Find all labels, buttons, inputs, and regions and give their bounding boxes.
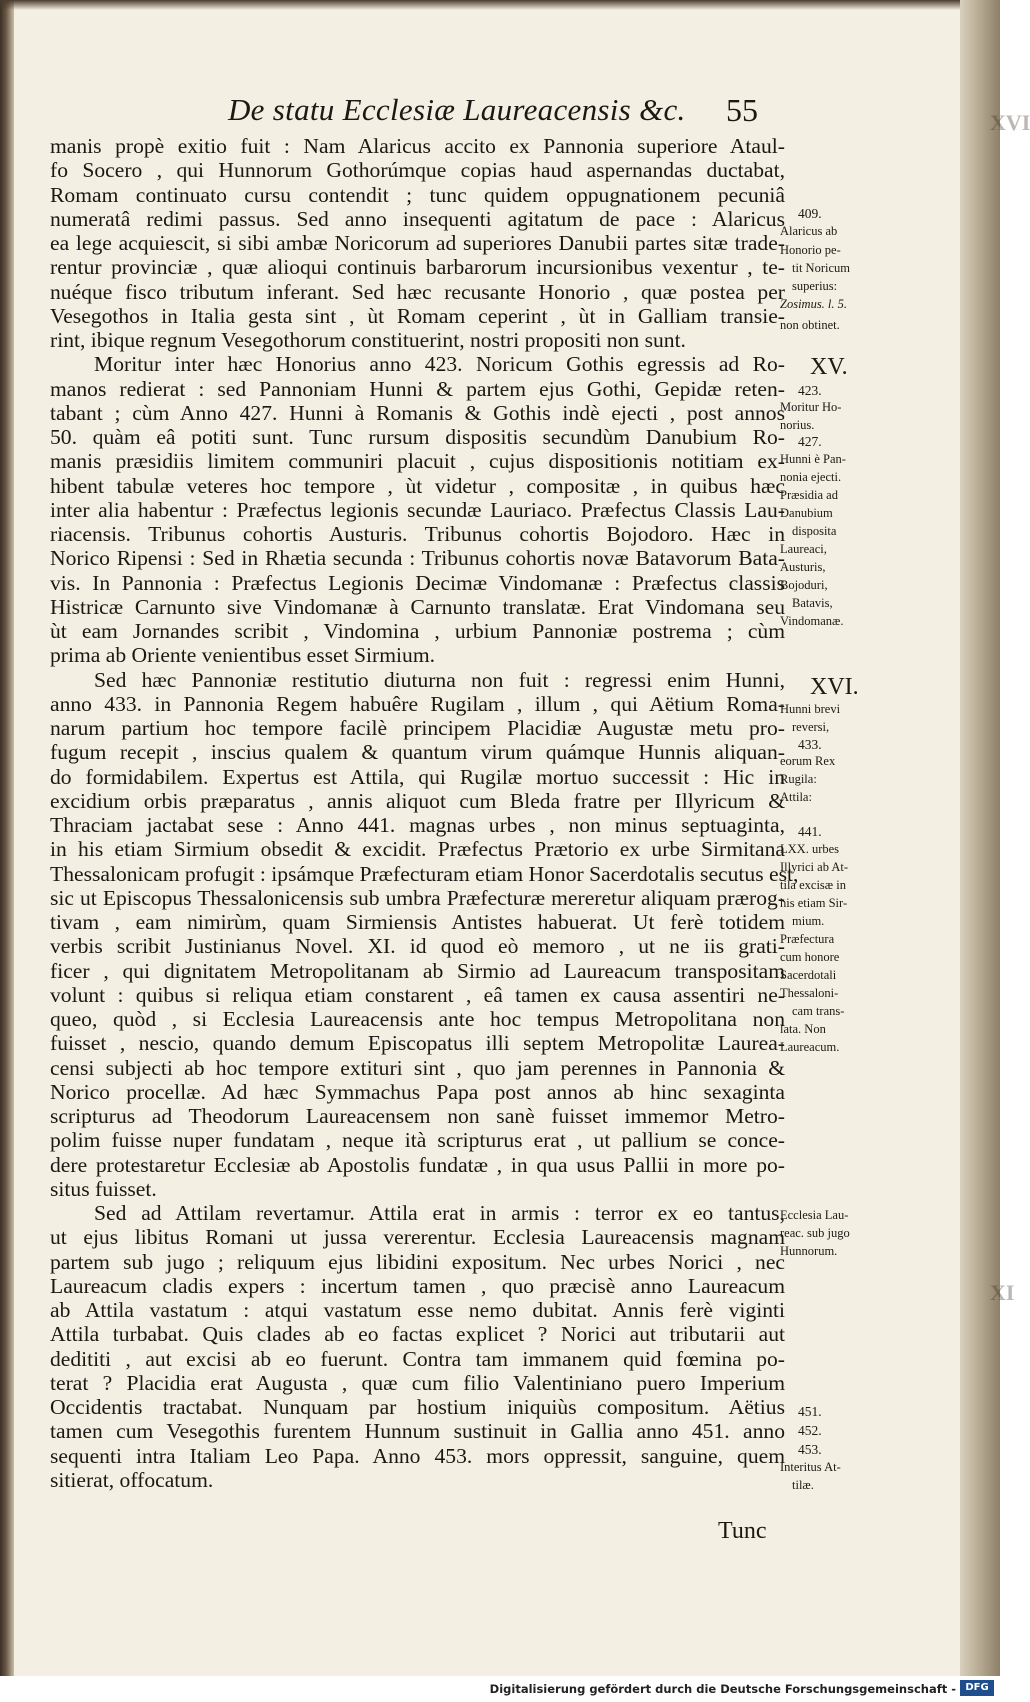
text-line: sequenti intra Italiam Leo Papa. Anno 453. mors oppressit, sanguine, quem <box>50 1443 785 1468</box>
section-numeral: XV. <box>810 354 848 380</box>
text-line: manis propè exitio fuit : Nam Alaricus accito ex Pannonia superiore Ataul- <box>50 134 785 158</box>
margin-note: Præsidia ad <box>780 488 838 502</box>
margin-note: reversi, <box>792 720 830 734</box>
text-line: polim fuisse nuper fundatam , neque ità scripturus erat , ut pallium se conce- <box>50 1128 785 1153</box>
text-line: excidium orbis præparatus , annis aliquot cum Bleda fratre per Illyricum & <box>50 788 785 813</box>
margin-note: Bojoduri, <box>780 578 828 592</box>
text-line: queo, quòd , si Ecclesia Laureacensis ante hoc tempus Metropolitana non <box>50 1007 785 1031</box>
margin-year: 441. <box>798 824 822 839</box>
text-line: Sed ad Attilam revertamur. Attila erat in armis : terror ex eo tantus, <box>94 1201 785 1225</box>
text-line: tabant ; cùm Anno 427. Hunni à Romanis & Gothis indè ejecti , post annos <box>50 400 785 425</box>
text-line: terat ? Placidia erat Augusta , quæ cum filio Valentiniano puero Imperium <box>50 1370 785 1395</box>
margin-note: Vindomanæ. <box>780 614 844 628</box>
margin-note: eorum Rex <box>780 754 836 768</box>
main-text-block <box>50 134 799 1492</box>
margin-note: tilæ. <box>792 1478 814 1492</box>
text-line: partem sub jugo ; reliquum ejus libidini expositum. Nec urbes Norici , nec <box>50 1249 785 1274</box>
margin-year: 423. <box>798 383 822 398</box>
text-line: numeratâ redimi passus. Sed anno insequenti agitatum de pace : Alaricus <box>50 206 785 231</box>
margin-year: 433. <box>798 737 822 752</box>
margin-note: lata. Non <box>780 1022 826 1036</box>
text-line: Moritur inter hæc Honorius anno 423. Noricum Gothis egressis ad Ro- <box>94 352 785 377</box>
text-line: prima ab Oriente venientibus esset Sirmium. <box>50 643 436 668</box>
text-line: rentur provinciæ , quæ alioqui continuis barbarorum incursionibus vexentur , te- <box>50 255 785 280</box>
margin-note: reac. sub jugo <box>780 1226 850 1240</box>
dfg-logo: DFG <box>960 1680 994 1696</box>
margin-note: Ecclesia Lau- <box>780 1208 849 1222</box>
margin-year: 427. <box>798 434 822 449</box>
text-line: ea lege acquiescit, si sibi ambæ Noricorum ad superiores Danubii partes sitæ trade- <box>50 231 785 255</box>
margin-note: tit Noricum <box>792 261 850 275</box>
text-line: ab Attila vastatum : atqui vastatum esse nemo dubitat. Annis ferè viginti <box>50 1298 785 1322</box>
margin-note: his etiam Sir- <box>780 896 848 910</box>
text-line: censi subjecti ab hoc tempore extituri sint , quo jam perennes in Pannonia & <box>50 1055 785 1080</box>
running-head: De statu Ecclesiæ Laureacensis &c. <box>228 92 686 127</box>
margin-note: Batavis, <box>792 596 833 610</box>
text-line: verbis scribit Justinianus Novel. XI. id quod eò memoro , ut ne iis grati- <box>50 934 785 959</box>
text-line: Laureacum cladis expers : incertum tamen , quo præcisè anno Laureacum <box>50 1273 785 1298</box>
margin-note: superius: <box>792 279 838 293</box>
text-line: situs fuisset. <box>50 1176 157 1201</box>
margin-note: cum honore <box>780 950 840 964</box>
margin-note: Præfectura <box>780 932 835 946</box>
margin-year: 452. <box>798 1423 822 1438</box>
text-line: Norico Ripensi : Sed in Rhætia secunda : Tribunus cohortis novæ Batavorum Bata- <box>50 546 785 571</box>
margin-note: Interitus At- <box>780 1460 841 1474</box>
margin-note: non obtinet. <box>780 318 840 332</box>
text-line: dedititi , aut excisi ab eo fuerunt. Contra tam immanem quid fœmina po- <box>50 1346 785 1371</box>
margin-year: 409. <box>798 206 822 221</box>
text-line: tivam , eam nimirùm, quam Sirmiensis Antistes habuerat. Ut ferè totidem <box>50 910 785 934</box>
margin-note: Alaricus ab <box>780 224 838 238</box>
margin-note: Austuris, <box>780 560 826 574</box>
text-line: Attila turbabat. Quis clades ab eo factas explicet ? Norici aut tributarii aut <box>50 1322 785 1347</box>
margin-note: Rugila: <box>780 772 817 786</box>
margin-note: Thessaloni- <box>780 986 839 1000</box>
page-top-shadow <box>0 0 1000 10</box>
section-numeral: XVI. <box>810 674 859 700</box>
margin-note: LXX. urbes <box>780 842 840 856</box>
margin-note: Hunnorum. <box>780 1244 838 1258</box>
margin-note: Illyrici ab At- <box>780 860 849 874</box>
margin-note: tila excisæ in <box>780 878 846 892</box>
text-line: narum partium hoc tempore facilè principem Placidiæ Augustæ metu pro- <box>50 716 785 740</box>
catchword: Tunc <box>718 1518 767 1544</box>
margin-note: Hunni è Pan- <box>780 452 846 466</box>
margin-note: nonia ejecti. <box>780 470 842 484</box>
text-line: fugum recepit , inscius qualem & quantum virum quámque Hunnis aliquan- <box>50 740 785 765</box>
text-line: manis præsidiis limitem communiri placuit , cujus dispositionis notitiam ex- <box>50 449 785 474</box>
margin-note: Danubium <box>780 506 833 520</box>
text-line: riacensis. Tribunus cohortis Austuris. Tribunus cohortis Bojodoro. Hæc in <box>50 522 785 546</box>
text-line: tamen cum Vesegothis furentem Hunnum sustinuit in Gallia anno 451. anno <box>50 1419 785 1444</box>
text-line: vis. In Pannonia : Præfectus Legionis Decimæ Vindomanæ : Præfectus classis <box>50 570 785 595</box>
margin-note: Laureacum. <box>780 1040 840 1054</box>
text-line: dere protestaretur Ecclesiæ ab Apostolis fundatæ , in qua usus Pallii in more po- <box>50 1152 785 1177</box>
margin-source: Zosimus. l. 5. <box>780 297 848 311</box>
text-line: hibent tabulæ veteres hoc tempore , ùt videtur , compositæ , in quibus hæc <box>50 473 785 498</box>
text-line: nuéque fisco tributum inferant. Sed hæc recusante Honorio , quæ postea per <box>50 279 785 304</box>
text-line: Histricæ Carnunto sive Vindomanæ à Carnunto translatæ. Erat Vindomana seu <box>50 594 785 619</box>
facing-page-ghost-mark: XI <box>990 1280 1015 1305</box>
text-line: sic ut Episcopus Thessalonicensis sub umbra Præfecturæ mereretur aliquam prærog- <box>50 885 785 910</box>
margin-note: Attila: <box>780 790 812 804</box>
text-line: ùt eam Jornandes scribit , Vindomina , urbium Pannoniæ postrema ; cùm <box>50 619 785 643</box>
text-line: Norico procellæ. Ad hæc Symmachus Papa post annos ab hinc sexaginta <box>50 1079 785 1104</box>
text-line: rint, ibique regnum Vesegothorum constituerint, nostri propositi non sunt. <box>50 328 686 352</box>
text-line: in his etiam Sirmium obsedit & excidit. Præfectus Prætorio ex urbe Sirmitana <box>50 837 785 862</box>
text-line: Vesegothos in Italia gesta sint , ùt Romam ceperint , ùt in Galliam transie- <box>50 303 785 328</box>
text-line: fo Socero , qui Hunnorum Gothorúmque copias haud aspernandas ductabat, <box>50 158 785 183</box>
facing-page-edge <box>960 0 1030 1676</box>
text-line: volunt : quibus si reliqua etiam constarent , eâ tamen ex causa assentiri ne- <box>50 982 785 1007</box>
text-line: ficer , qui dignitatem Metropolitanam ab Sirmio ad Laureacum transpositam <box>50 958 785 983</box>
text-line: 50. quàm eâ potiti sunt. Tunc rursum dispositis secundùm Danubium Ro- <box>50 425 785 449</box>
text-line: scripturus ad Theodorum Laureacensem non sanè fuisset immemor Metro- <box>50 1104 785 1128</box>
book-gutter <box>0 0 14 1676</box>
text-line: anno 433. in Pannonia Regem habuêre Rugilam , illum , qui Aëtium Roma- <box>50 691 785 716</box>
text-line: Occidentis tractabat. Nunquam par hostium iniquiùs compositum. Aëtius <box>50 1395 785 1419</box>
text-line: Thessalonicam profugit : ipsámque Præfecturam etiam Honor Sacerdotalis secutus est, <box>50 861 799 886</box>
text-line: Sed hæc Pannoniæ restitutio diuturna non fuit : regressi enim Hunni, <box>94 667 785 692</box>
facing-page-ghost-mark: XVI <box>990 110 1030 135</box>
margin-year: 451. <box>798 1404 822 1419</box>
margin-note: Hunni brevi <box>780 702 841 716</box>
margin-note: Moritur Ho- <box>780 400 842 414</box>
text-line: Thraciam jactabat sese : Anno 441. magnas urbes , non minus septuaginta, <box>50 813 785 837</box>
text-line: ut ejus libitus Romani ut jussa vererentur. Ecclesia Laureacensis magnam <box>50 1225 785 1250</box>
funding-credit: Digitalisierung gefördert durch die Deutsche Forschungsgemeinschaft - <box>489 1682 956 1696</box>
text-line: sitierat, offocatum. <box>50 1467 214 1492</box>
margin-note: Sacerdotali <box>780 968 837 982</box>
text-line: fuisset , nescio, quando demum Episcopatus illi septem Metropolitæ Laurea- <box>50 1031 785 1056</box>
margin-note: mium. <box>792 914 825 928</box>
text-line: inter alia habentur : Præfectus legionis secundæ Lauriaco. Præfectus Classis Lau- <box>50 497 785 522</box>
text-line: do formidabilem. Expertus est Attila, qui Rugilæ mortuo successit : Hic in <box>50 764 785 789</box>
margin-note: cam trans- <box>792 1004 845 1018</box>
text-line: manos redierat : sed Pannoniam Hunni & partem ejus Gothi, Gepidæ reten- <box>50 376 785 401</box>
margin-note: Honorio pe- <box>780 243 841 257</box>
margin-note: disposita <box>792 524 837 538</box>
margin-year: 453. <box>798 1442 822 1457</box>
page-number: 55 <box>726 92 758 128</box>
text-line: Romam continuato cursu contendit ; tunc quidem oppugnationem pecuniâ <box>50 182 785 207</box>
margin-note: Laureaci, <box>780 542 827 556</box>
margin-note: norius. <box>780 418 815 432</box>
digitization-footer <box>0 1676 1000 1702</box>
